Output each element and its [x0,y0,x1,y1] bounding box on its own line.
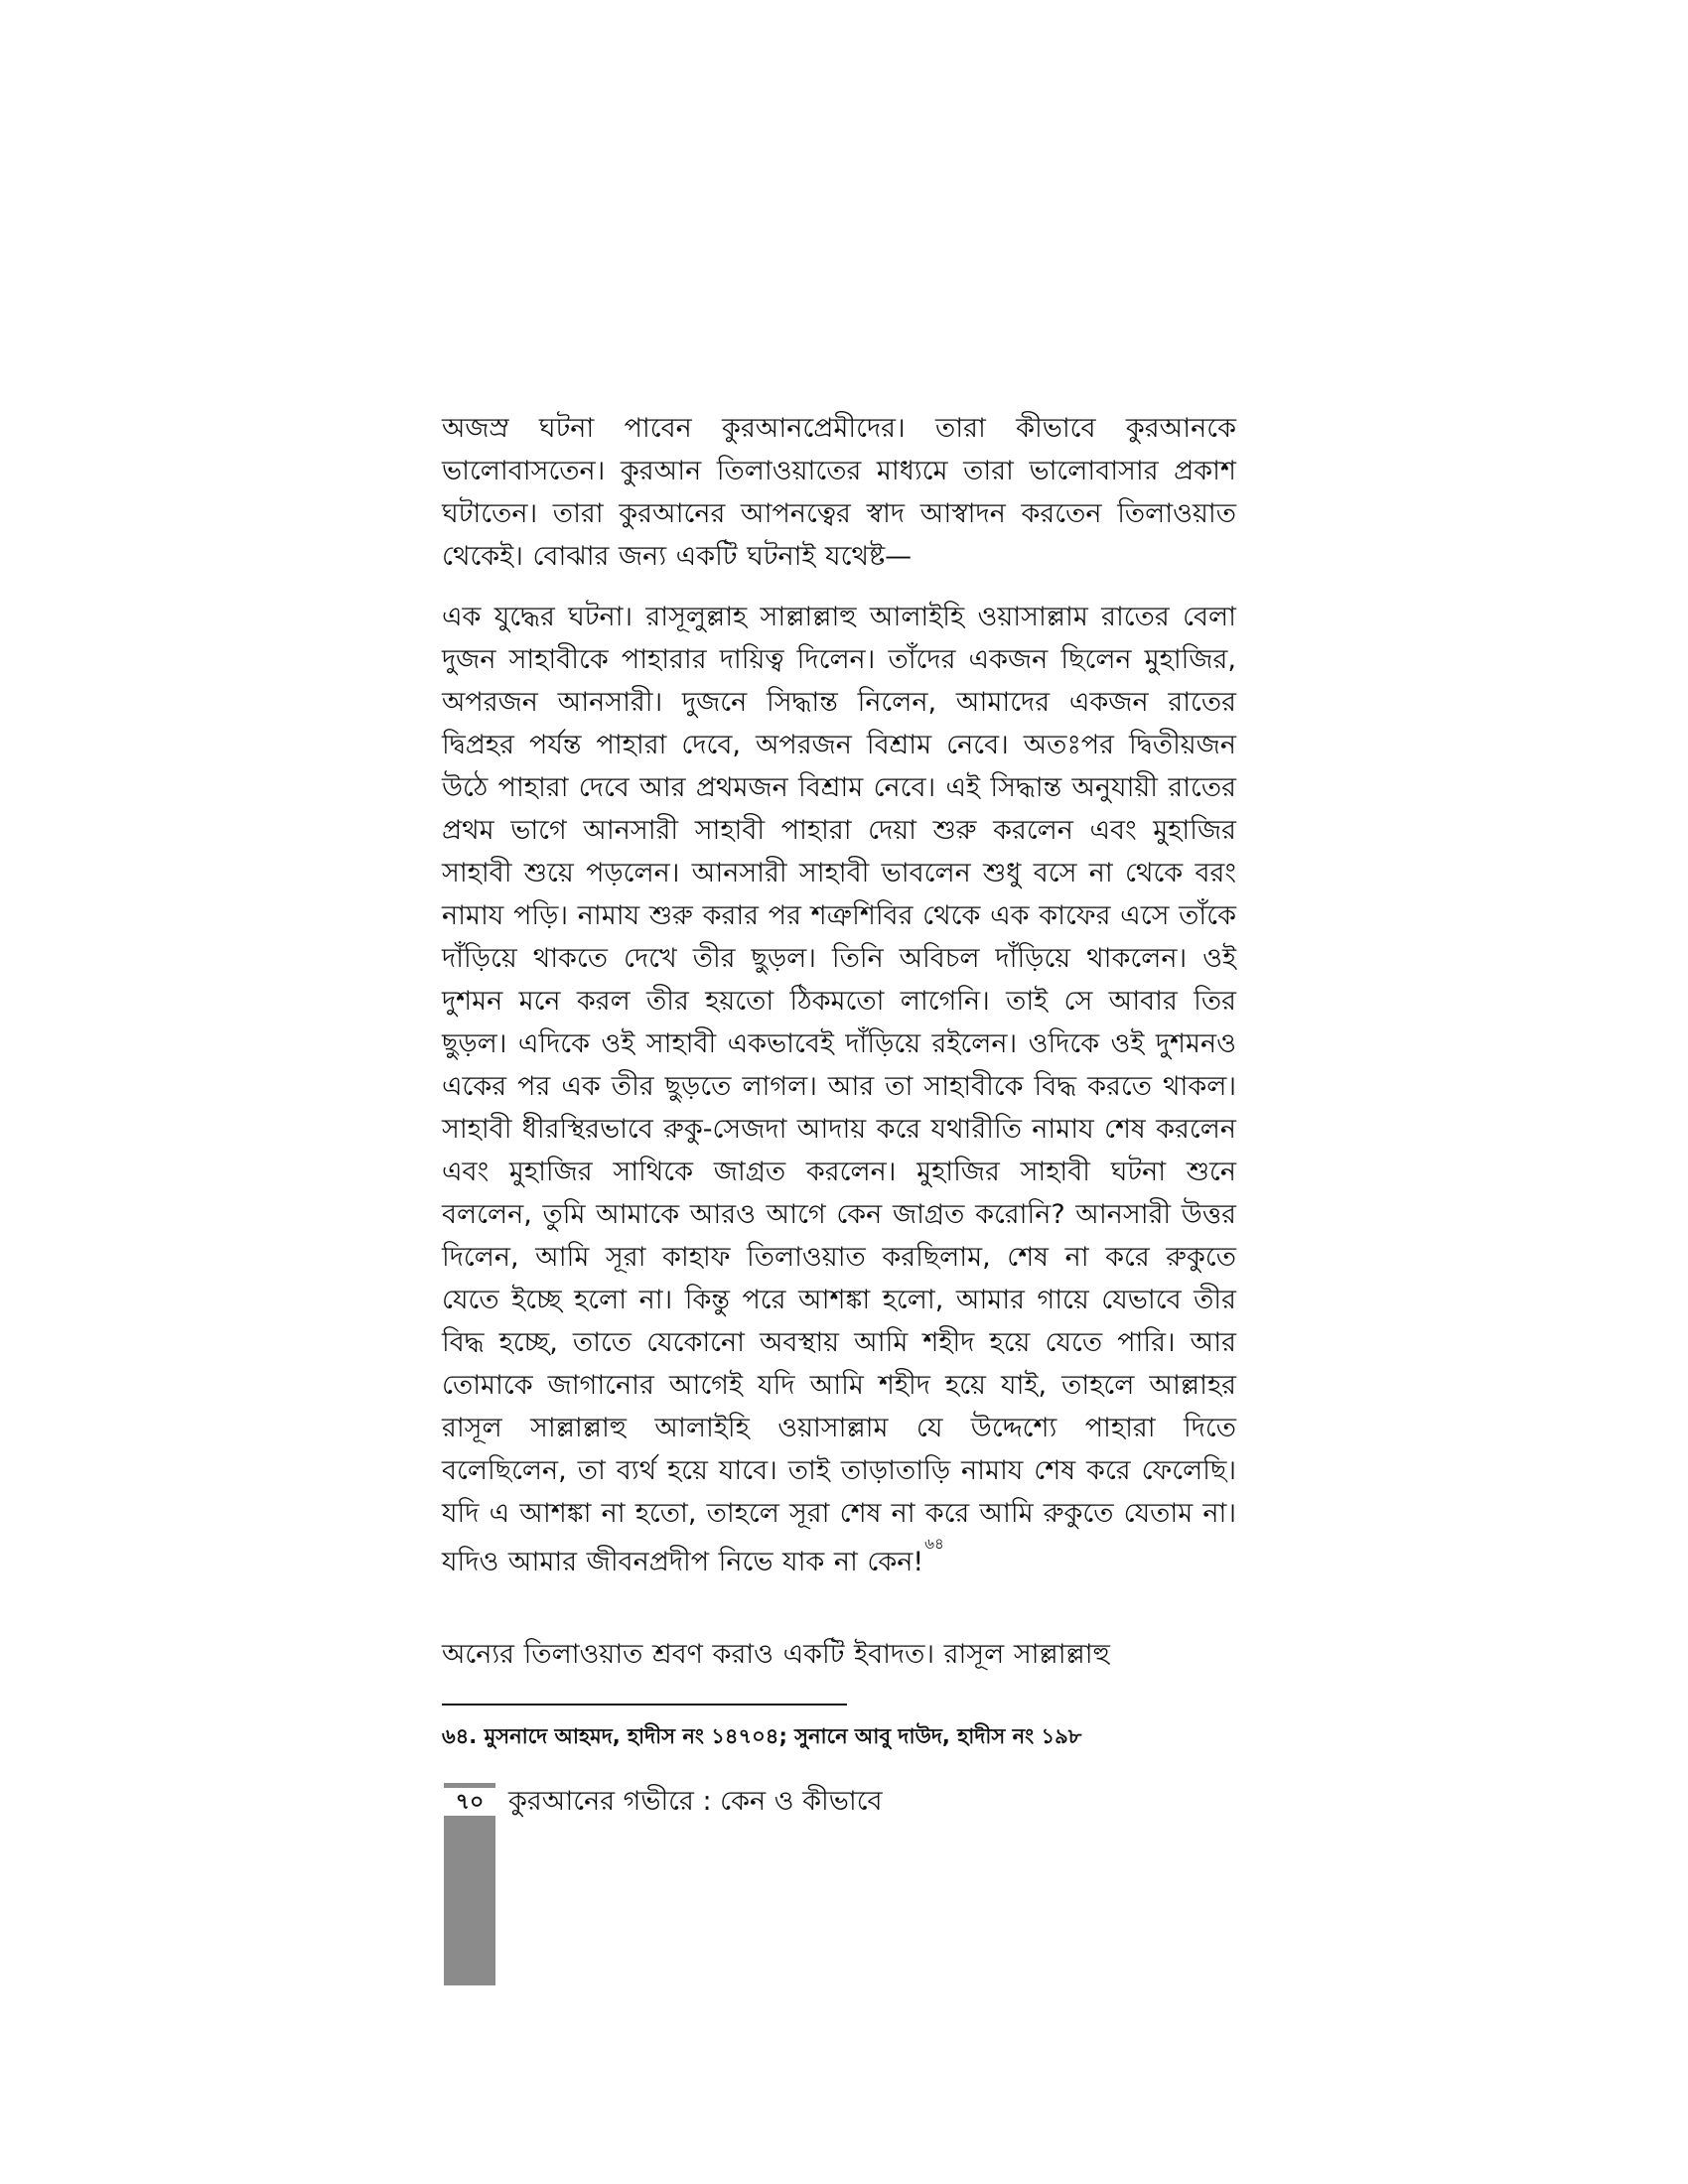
footnote-text: ৬৪. মুসনাদে আহমদ, হাদীস নং ১৪৭০৪; সুনানে আবু দাউদ, হাদীস নং ১৯৮ [442,1724,1082,1748]
paragraph-2 [442,596,1236,1583]
paragraph-3-text: অন্যের তিলাওয়াত শ্রবণ করাও একটি ইবাদত। রাসূল সাল্লাল্লাহু [442,1639,1110,1670]
paragraph-2-body: এক যুদ্ধের ঘটনা। রাসূলুল্লাহ সাল্লাল্লাহু আলাইহি ওয়াসাল্লাম রাতের বেলা দুজন সাহাবীকে পাহারার দায়িত্ব দিলেন। তাঁদের একজন ছিলেন মুহাজির, অপরজন আনসারী। দুজনে সিদ্ধান্ত নিলেন, আমাদের একজন রাতের দ্বিপ্রহর পর্যন্ত পাহারা দেবে, অপরজন বিশ্রাম নেবে। অতঃপর দ্বিতীয়জন উঠে পাহারা দেবে আর প্রথমজন বিশ্রাম নেবে। এই সিদ্ধান্ত অনুযায়ী রাতের প্রথম ভাগে আনসারী সাহাবী পাহারা দেয়া শুরু করলেন এবং মুহাজির সাহাবী শুয়ে পড়লেন। আনসারী সাহাবী ভাবলেন শুধু বসে না থেকে বরং নামায পড়ি। নামায শুরু করার পর শত্রুশিবির থেকে এক কাফের এসে তাঁকে দাঁড়িয়ে থাকতে দেখে তীর ছুড়ল। তিনি অবিচল দাঁড়িয়ে থাকলেন। ওই দুশমন মনে করল তীর হয়তো ঠিকমতো লাগেনি। তাই সে আবার তির ছুড়ল। এদিকে ওই সাহাবী একভাবেই দাঁড়িয়ে রইলেন। ওদিকে ওই দুশমনও একের পর এক তীর ছুড়তে লাগল। আর তা সাহাবীকে বিদ্ধ করতে থাকল। সাহাবী ধীরস্থিরভাবে রুকু-সেজদা আদায় করে যথারীতি নামায শেষ করলেন এবং মুহাজির সাথিকে জাগ্রত করলেন। মুহাজির সাহাবী ঘটনা শুনে বললেন, তুমি আমাকে আরও আগে কেন জাগ্রত করোনি? আনসারী উত্তর দিলেন, আমি সূরা কাহাফ তিলাওয়াত করছিলাম, শেষ না করে রুকুতে যেতে ইচ্ছে হলো না। কিন্তু পরে আশঙ্কা হলো, আমার গায়ে যেভাবে তীর বিদ্ধ হচ্ছে, তাতে যেকোনো অবস্থায় আমি শহীদ হয়ে যেতে পারি। আর তোমাকে জাগানোর আগেই যদি আমি শহীদ হয়ে যাই, তাহলে আল্লাহর রাসূল সাল্লাল্লাহু আলাইহি ওয়াসাল্লাম যে উদ্দেশ্যে পাহারা দিতে বলেছিলেন, তা ব্যর্থ হয়ে যাবে। তাই তাড়াতাড়ি নামায শেষ করে ফেলেছি। যদি এ আশঙ্কা না হতো, তাহলে সূরা শেষ না করে আমি রুকুতে যেতাম না। যদিও আমার জীবনপ্রদীপ নিভে যাক না কেন! [442,602,1236,1577]
page-number: ৭০ [444,1783,495,1816]
running-title: কুরআনের গভীরে : কেন ও কীভাবে [508,1786,883,1817]
paragraph-1-text: অজস্র ঘটনা পাবেন কুরআনপ্রেমীদের। তারা কীভাবে কুরআনকে ভালোবাসতেন। কুরআন তিলাওয়াতের মাধ্যমে তারা ভালোবাসার প্রকাশ ঘটাতেন। তারা কুরআনের আপনত্বের স্বাদ আস্বাদন করতেন তিলাওয়াত থেকেই। বোঝার জন্য একটি ঘটনাই যথেষ্ট— [442,413,1236,572]
paragraph-3 [442,1633,1236,1676]
footnote-reference[interactable]: ৬৪ [924,1535,944,1553]
footnote-divider [442,1704,847,1706]
paragraph-2-text [442,596,1236,1583]
paragraph-1 [442,407,1236,578]
